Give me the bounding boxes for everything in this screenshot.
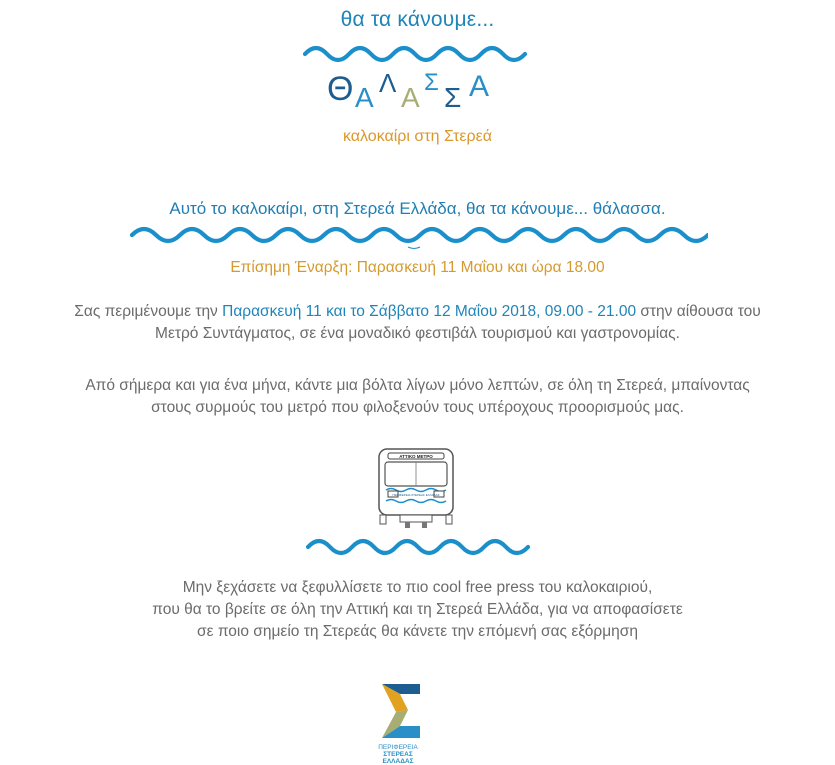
paragraph-event-dates [0,301,835,345]
logo-text-line: ΠΕΡΙΦΕΡΕΙΑ [378,744,418,751]
logo-letter: Σ [424,69,439,96]
paragraph-free-press [0,577,835,643]
long-wave-graphic [128,225,708,251]
paragraph-metro-trains [0,375,835,419]
train-sign: ΑΤΤΙΚΟ ΜΕΤΡΟ [399,454,433,459]
metro-train-icon [374,445,460,531]
paragraph-line: Μην ξεχάσετε να ξεφυλλίσετε το πιο cool free press του καλοκαιριού, [182,579,653,596]
logo-letter: Σ [444,82,462,113]
logo-text-line: ΕΛΛΑΔΑΣ [382,758,414,765]
paragraph-line: Μετρό Συντάγματος, σε ένα μοναδικό φεστιβάλ τουρισμού και γαστρονομίας. [155,325,680,342]
text-segment: στην αίθουσα του [636,303,761,320]
paragraph-line: που θα το βρείτε σε όλη την Αττική και τη Στερεά Ελλάδα, για να αποφασίσετε [152,601,683,618]
train-front-text: ΠΕΡΙΦΕΡΕΙΑ ΣΤΕΡΕΑΣ ΕΛΛΑΔΑΣ [392,493,440,497]
thalassa-logo [325,60,515,118]
subtitle: καλοκαίρι στη Στερεά [342,128,493,145]
logo-letter: Θ [327,70,354,108]
tagline: θα τα κάνουμε... [340,8,495,31]
logo-text-line: ΣΤΕΡΕΑΣ [383,751,413,758]
headline: Αυτό το καλοκαίρι, στη Στερεά Ελλάδα, θα τα κάνουμε... θάλασσα. [169,199,666,218]
logo-letter: Α [401,82,420,113]
logo-letter: Λ [379,68,397,98]
logo-letter: Α [469,70,490,103]
paragraph-line: στους συρμούς του μετρό που φιλοξενούν τους υπέροχους προορισμούς μας. [151,399,684,416]
event-dates-highlight: Παρασκευή 11 και το Σάββατο 12 Μαΐου 2018, 09.00 - 21.00 [222,303,637,320]
paragraph-line [0,301,835,323]
paragraph-line: σε ποιο σημείο τη Στερεάς θα κάνετε την επόμενή σας εξόρμηση [197,623,638,640]
paragraph-line: Από σήμερα και για ένα μήνα, κάντε μια βόλτα λίγων μόνο λεπτών, σε όλη τη Στερεά, μπαίνοντας [85,377,750,394]
text-segment: Σας περιμένουμε την [74,303,223,320]
logo-letter: Α [355,82,374,113]
region-logo [376,682,442,765]
middle-wave-graphic [304,535,534,563]
opening-date: Επίσημη Έναρξη: Παρασκευή 11 Μαΐου και ώρα 18.00 [230,259,605,276]
